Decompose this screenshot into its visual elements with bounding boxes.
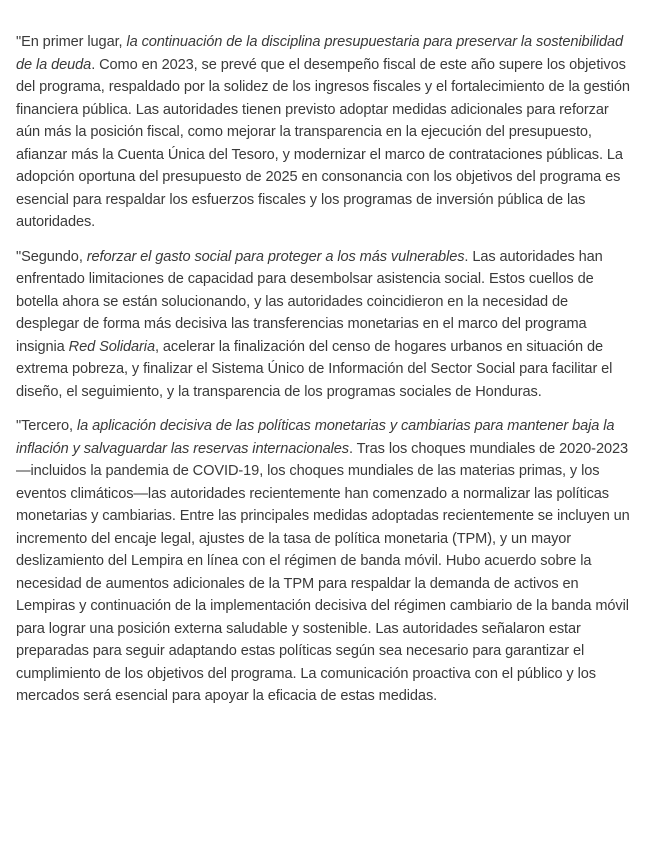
paragraph-lead: "Segundo, — [16, 248, 87, 265]
paragraph-text: . Tras los choques mundiales de 2020-2023—incluidos la pandemia de COVID-19, los choques mundiales de las materias primas, y los eventos climáticos—las autoridades recientemente han comenzado a normalizar las políticas monetarias y cambiarias. Entre las principales medidas adoptadas recientemente se incluyen un incremento del encaje legal, ajustes de la tasa de política monetaria (TPM), y un mayor deslizamiento del Lempira en línea con el régimen de banda móvil. Hubo acuerdo sobre la necesidad de aumentos adicionales de la TPM para respaldar la demanda de activos en Lempiras y continuación de la implementación decisiva del régimen cambiario de la banda móvil para lograr una posición externa saludable y sostenible. Las autoridades señalaron estar preparadas para seguir adaptando estas políticas según sea necesario para garantizar el cumplimiento de los objetivos del programa. La comunicación proactiva con el público y los mercados será esencial para apoyar la eficacia de estas medidas. — [16, 440, 630, 704]
program-name-emphasis: Red Solidaria — [68, 338, 155, 355]
emphasis-text: la continuación de la disciplina presupuestaria para preservar la sostenibilidad de la deuda — [16, 34, 624, 73]
paragraph-text: . Como en 2023, se prevé que el desempeño fiscal de este año supere los objetivos del programa, respaldado por la solidez de los ingresos fiscales y el fortalecimiento de la gestión financiera pública. Las autoridades tienen previsto adoptar medidas adicionales para reforzar aún más la posición fiscal, como mejorar la transparencia en la ejecución del presupuesto, afianzar más la Cuenta Única del Tesoro, y modernizar el marco de contrataciones públicas. La adopción oportuna del presupuesto de 2025 en consonancia con los objetivos del programa es esencial para respaldar los esfuerzos fiscales y los programas de inversión pública de las autoridades. — [16, 56, 630, 230]
paragraph-social-spending — [16, 246, 634, 404]
paragraph-lead: "En primer lugar, — [16, 34, 127, 50]
emphasis-text: reforzar el gasto social para proteger a los más vulnerables — [86, 248, 465, 265]
paragraph-monetary-policy — [16, 415, 634, 708]
emphasis-text: la aplicación decisiva de las políticas monetarias y cambiarias para mantener baja la inflación y salvaguardar las reservas internacionales — [16, 418, 615, 457]
paragraph-text: , acelerar la finalización del censo de hogares urbanos en situación de extrema pobreza, y finalizar el Sistema Único de Información del Sector Social para facilitar el diseño, el seguimiento, y la transparencia de los programas sociales de Honduras. — [16, 338, 613, 400]
paragraph-text: . Las autoridades han enfrentado limitaciones de capacidad para desembolsar asistencia social. Estos cuellos de botella ahora se están solucionando, y las autoridades coincidieron en la necesidad de desplegar de forma más decisiva las transferencias monetarias en el marco del programa insignia — [16, 248, 603, 355]
paragraph-fiscal-discipline — [16, 31, 634, 234]
paragraph-lead: "Tercero, — [16, 418, 77, 434]
